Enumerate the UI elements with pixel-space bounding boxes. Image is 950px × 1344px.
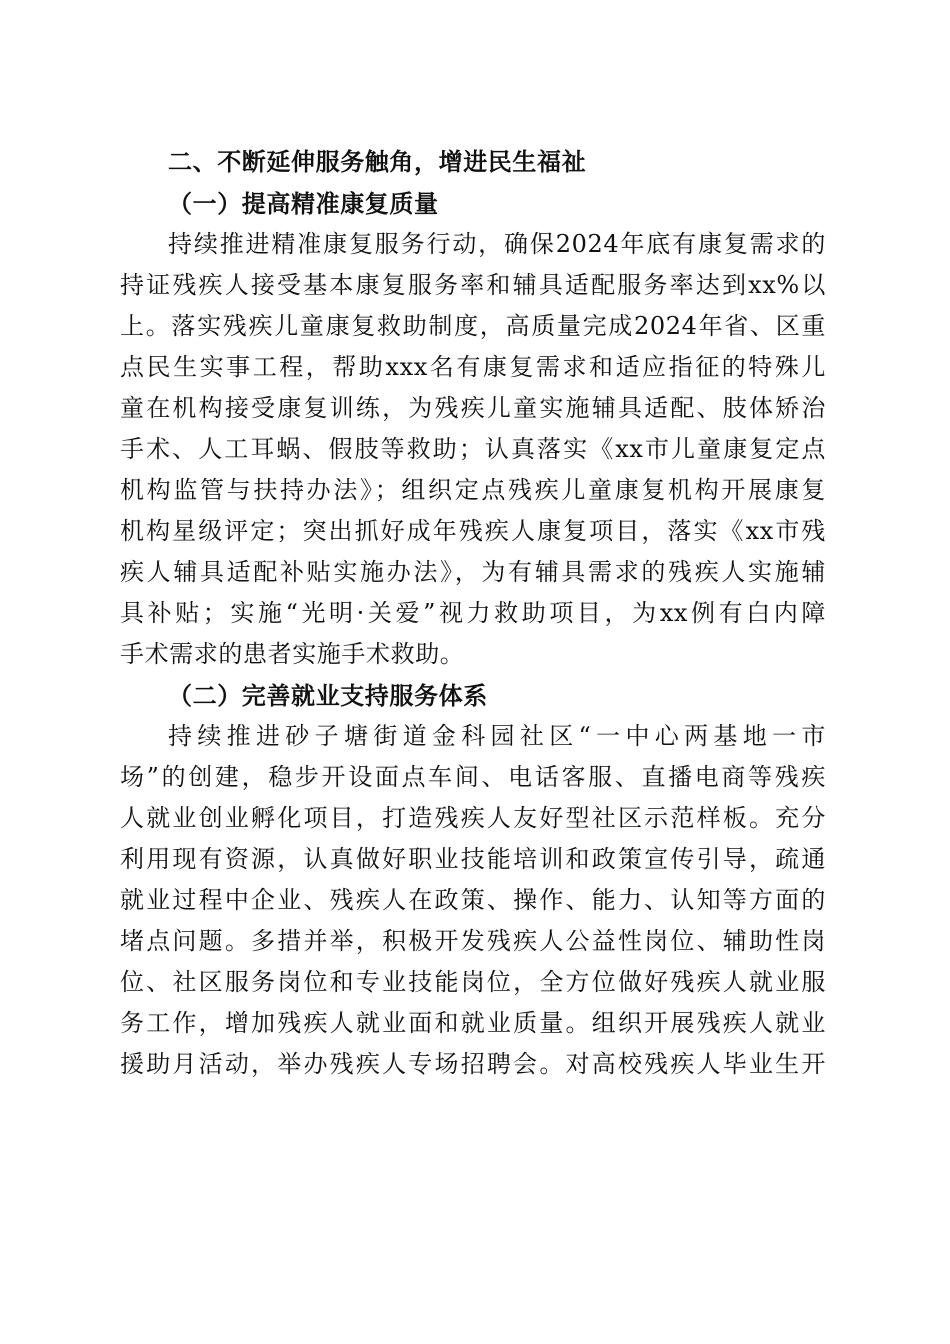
- paragraph-line: 利用现有资源，认真做好职业技能培训和政策宣传引导，疏通: [120, 845, 826, 873]
- document-body: [120, 142, 826, 1085]
- section-2-paragraph: [120, 716, 826, 1085]
- paragraph-line: 持续推进精准康复服务行动，确保2024年底有康复需求的: [168, 230, 826, 258]
- paragraph-line: 疾人辅具适配补贴实施办法》，为有辅具需求的残疾人实施辅: [120, 558, 826, 586]
- paragraph-line: 上。落实残疾儿童康复救助制度，高质量完成2024年省、区重: [120, 312, 826, 340]
- paragraph-line: 就业过程中企业、残疾人在政策、操作、能力、认知等方面的: [120, 886, 826, 914]
- paragraph-line: 手术需求的患者实施手术救助。: [120, 640, 465, 668]
- paragraph-line: 人就业创业孵化项目，打造残疾人友好型社区示范样板。充分: [120, 804, 826, 832]
- paragraph-line: 手术、人工耳蜗、假肢等救助；认真落实《xx市儿童康复定点: [120, 435, 826, 463]
- paragraph-line: 机构监管与扶持办法》；组织定点残疾儿童康复机构开展康复: [120, 476, 826, 504]
- paragraph-line: 位、社区服务岗位和专业技能岗位，全方位做好残疾人就业服: [120, 968, 826, 996]
- paragraph-line: 场”的创建，稳步开设面点车间、电话客服、直播电商等残疾: [120, 763, 826, 791]
- section-1-title: （一）提高精准康复质量: [168, 189, 439, 218]
- paragraph-line: 童在机构接受康复训练，为残疾儿童实施辅具适配、肢体矫治: [120, 394, 826, 422]
- paragraph-line: 堵点问题。多措并举，积极开发残疾人公益性岗位、辅助性岗: [120, 927, 826, 955]
- paragraph-line: 点民生实事工程，帮助xxx名有康复需求和适应指征的特殊儿: [120, 353, 826, 381]
- main-heading: 二、不断延伸服务触角，增进民生福祉: [168, 148, 587, 176]
- paragraph-line: 持续推进砂子塘街道金科园社区“一中心两基地一市: [168, 722, 826, 750]
- paragraph-line: 务工作，增加残疾人就业面和就业质量。组织开展残疾人就业: [120, 1009, 826, 1037]
- paragraph-line: 具补贴；实施“光明·关爱”视力救助项目，为xx例有白内障: [120, 599, 826, 627]
- paragraph-line: 援助月活动，举办残疾人专场招聘会。对高校残疾人毕业生开: [120, 1050, 826, 1078]
- section-1-paragraph: [120, 224, 826, 675]
- paragraph-line: 持证残疾人接受基本康复服务率和辅具适配服务率达到xx%以: [120, 271, 826, 299]
- paragraph-line: 机构星级评定；突出抓好成年残疾人康复项目，落实《xx市残: [120, 517, 826, 545]
- section-2-title: （二）完善就业支持服务体系: [168, 681, 488, 710]
